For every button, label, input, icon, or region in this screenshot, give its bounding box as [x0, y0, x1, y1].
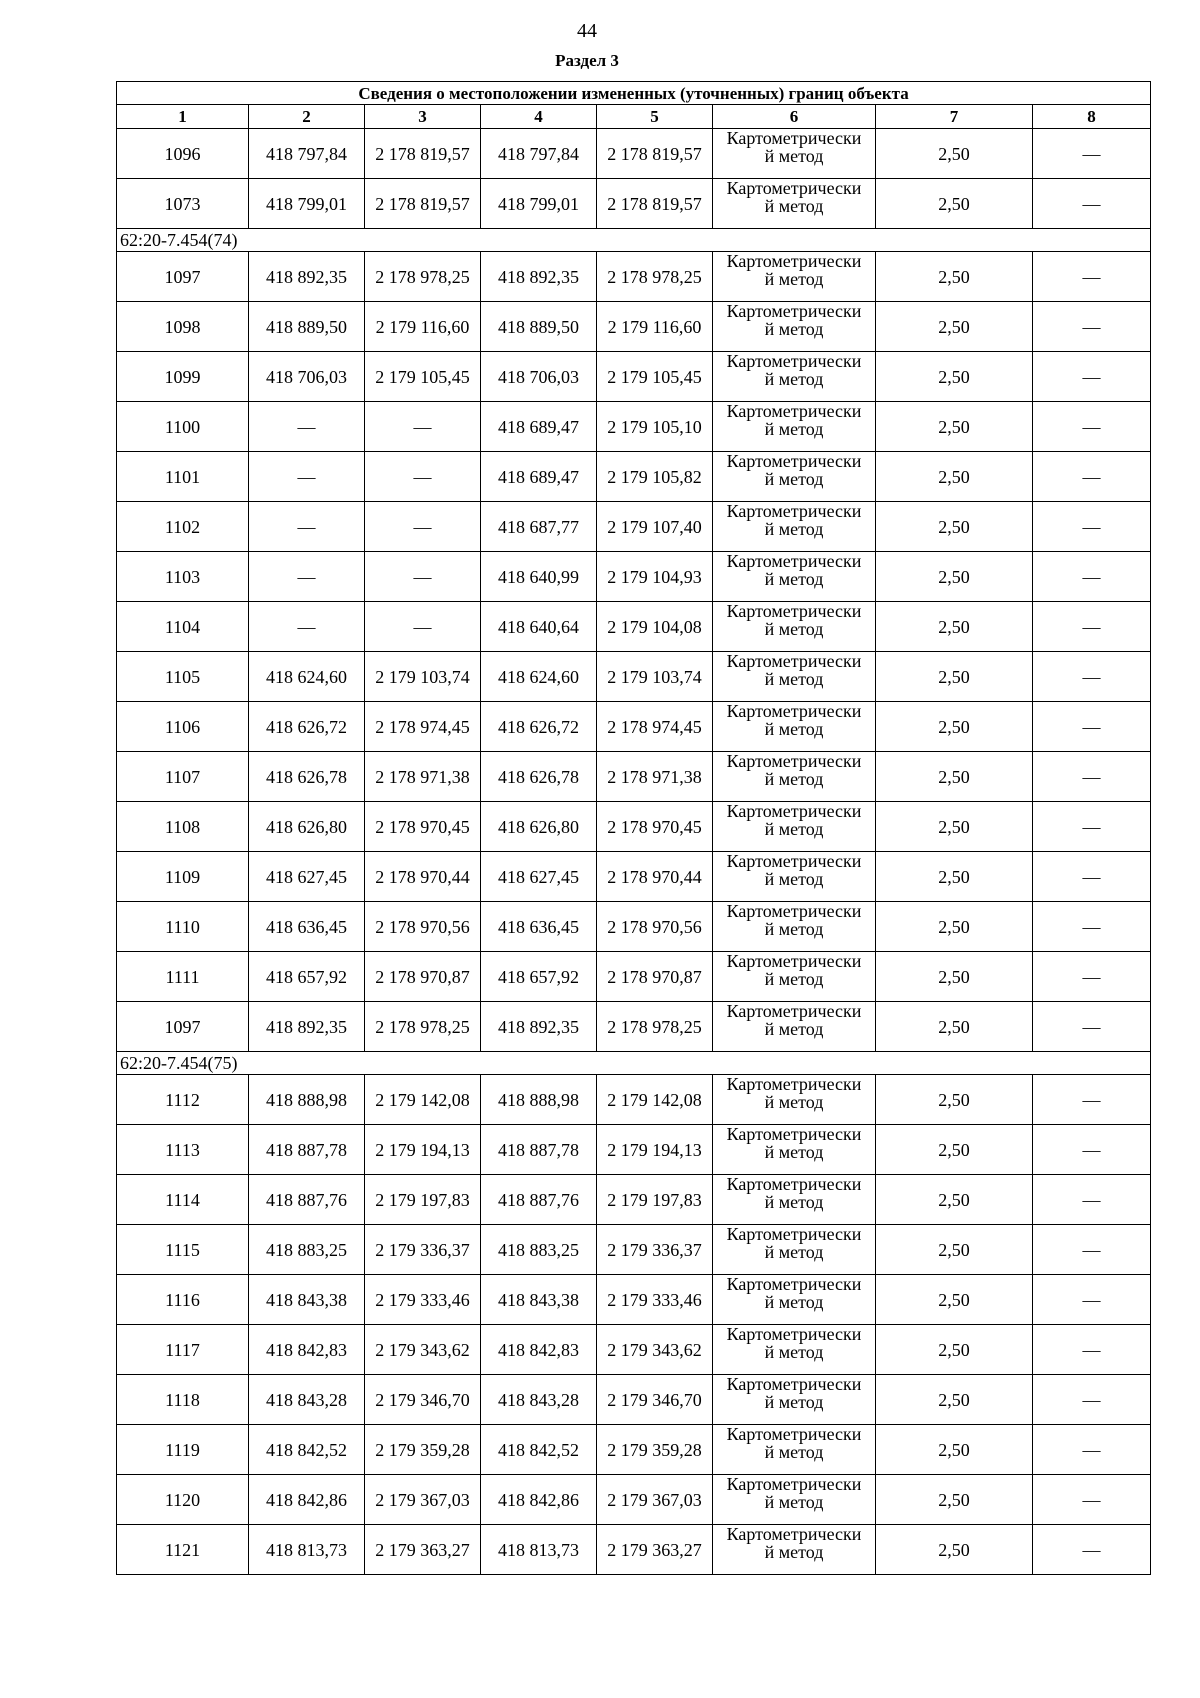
table-row	[117, 752, 1151, 802]
method-cell: Картометрически й метод	[713, 952, 876, 1002]
y-new-cell: 2 179 104,08	[597, 602, 713, 652]
x-old-cell: —	[249, 502, 365, 552]
y-new-cell: 2 178 978,25	[597, 1002, 713, 1052]
method-cell: Картометрически й метод	[713, 1475, 876, 1525]
y-new-cell: 2 179 104,93	[597, 552, 713, 602]
x-new-cell: 418 892,35	[481, 1002, 597, 1052]
method-cell: Картометрически й метод	[713, 1525, 876, 1575]
accuracy-cell: 2,50	[876, 1002, 1033, 1052]
point-number-cell: 1101	[117, 452, 249, 502]
table-row	[117, 1225, 1151, 1275]
point-number-cell: 1112	[117, 1075, 249, 1125]
x-old-cell: 418 887,78	[249, 1125, 365, 1175]
y-old-cell: 2 179 367,03	[365, 1475, 481, 1525]
y-old-cell: 2 178 819,57	[365, 129, 481, 179]
note-cell: —	[1033, 502, 1151, 552]
y-new-cell: 2 178 970,44	[597, 852, 713, 902]
point-number-cell: 1108	[117, 802, 249, 852]
x-old-cell: 418 626,80	[249, 802, 365, 852]
table-row	[117, 602, 1151, 652]
x-new-cell: 418 636,45	[481, 902, 597, 952]
parcel-group-label: 62:20-7.454(75)	[117, 1052, 1151, 1075]
column-number-header: 6	[713, 105, 876, 129]
table-row	[117, 179, 1151, 229]
y-new-cell: 2 178 819,57	[597, 179, 713, 229]
y-old-cell: 2 179 343,62	[365, 1325, 481, 1375]
point-number-cell: 1110	[117, 902, 249, 952]
x-new-cell: 418 626,72	[481, 702, 597, 752]
accuracy-cell: 2,50	[876, 452, 1033, 502]
point-number-cell: 1105	[117, 652, 249, 702]
note-cell: —	[1033, 452, 1151, 502]
point-number-cell: 1097	[117, 1002, 249, 1052]
note-cell: —	[1033, 852, 1151, 902]
x-new-cell: 418 689,47	[481, 452, 597, 502]
method-cell: Картометрически й метод	[713, 402, 876, 452]
y-new-cell: 2 179 105,82	[597, 452, 713, 502]
y-old-cell: 2 178 974,45	[365, 702, 481, 752]
y-new-cell: 2 179 197,83	[597, 1175, 713, 1225]
accuracy-cell: 2,50	[876, 1175, 1033, 1225]
accuracy-cell: 2,50	[876, 1075, 1033, 1125]
point-number-cell: 1104	[117, 602, 249, 652]
section-title: Раздел 3	[555, 51, 619, 70]
table-row	[117, 352, 1151, 402]
accuracy-cell: 2,50	[876, 552, 1033, 602]
method-cell: Картометрически й метод	[713, 129, 876, 179]
method-cell: Картометрически й метод	[713, 502, 876, 552]
column-number-header: 4	[481, 105, 597, 129]
accuracy-cell: 2,50	[876, 952, 1033, 1002]
table-row	[117, 1325, 1151, 1375]
table-row	[117, 1075, 1151, 1125]
method-cell: Картометрически й метод	[713, 902, 876, 952]
accuracy-cell: 2,50	[876, 129, 1033, 179]
accuracy-cell: 2,50	[876, 1425, 1033, 1475]
note-cell: —	[1033, 1275, 1151, 1325]
method-cell: Картометрически й метод	[713, 1002, 876, 1052]
y-new-cell: 2 179 367,03	[597, 1475, 713, 1525]
x-new-cell: 418 887,78	[481, 1125, 597, 1175]
note-cell: —	[1033, 952, 1151, 1002]
table-row	[117, 129, 1151, 179]
note-cell: —	[1033, 602, 1151, 652]
x-old-cell: —	[249, 402, 365, 452]
y-old-cell: —	[365, 552, 481, 602]
x-old-cell: —	[249, 602, 365, 652]
y-old-cell: 2 178 978,25	[365, 252, 481, 302]
x-old-cell: 418 627,45	[249, 852, 365, 902]
note-cell: —	[1033, 1125, 1151, 1175]
y-old-cell: —	[365, 502, 481, 552]
method-cell: Картометрически й метод	[713, 1325, 876, 1375]
x-old-cell: 418 626,78	[249, 752, 365, 802]
point-number-cell: 1113	[117, 1125, 249, 1175]
accuracy-cell: 2,50	[876, 902, 1033, 952]
x-new-cell: 418 640,64	[481, 602, 597, 652]
method-cell: Картометрически й метод	[713, 1075, 876, 1125]
note-cell: —	[1033, 1425, 1151, 1475]
y-old-cell: —	[365, 452, 481, 502]
table-row	[117, 402, 1151, 452]
note-cell: —	[1033, 352, 1151, 402]
x-old-cell: 418 889,50	[249, 302, 365, 352]
note-cell: —	[1033, 1075, 1151, 1125]
note-cell: —	[1033, 302, 1151, 352]
accuracy-cell: 2,50	[876, 402, 1033, 452]
y-old-cell: 2 178 970,45	[365, 802, 481, 852]
method-cell: Картометрически й метод	[713, 1225, 876, 1275]
table-body	[117, 129, 1151, 1575]
y-old-cell: 2 178 819,57	[365, 179, 481, 229]
x-old-cell: 418 797,84	[249, 129, 365, 179]
method-cell: Картометрически й метод	[713, 602, 876, 652]
accuracy-cell: 2,50	[876, 1475, 1033, 1525]
y-old-cell: 2 179 197,83	[365, 1175, 481, 1225]
note-cell: —	[1033, 179, 1151, 229]
x-old-cell: 418 706,03	[249, 352, 365, 402]
method-cell: Картометрически й метод	[713, 1425, 876, 1475]
method-cell: Картометрически й метод	[713, 852, 876, 902]
column-number-header: 1	[117, 105, 249, 129]
table-row	[117, 1275, 1151, 1325]
method-cell: Картометрически й метод	[713, 179, 876, 229]
note-cell: —	[1033, 1525, 1151, 1575]
y-old-cell: 2 179 116,60	[365, 302, 481, 352]
x-new-cell: 418 626,78	[481, 752, 597, 802]
parcel-group-label: 62:20-7.454(74)	[117, 229, 1151, 252]
method-cell: Картометрически й метод	[713, 752, 876, 802]
x-new-cell: 418 889,50	[481, 302, 597, 352]
column-number-row	[117, 105, 1151, 129]
x-new-cell: 418 640,99	[481, 552, 597, 602]
x-new-cell: 418 657,92	[481, 952, 597, 1002]
method-cell: Картометрически й метод	[713, 1175, 876, 1225]
y-new-cell: 2 178 970,45	[597, 802, 713, 852]
table-row	[117, 902, 1151, 952]
x-new-cell: 418 842,83	[481, 1325, 597, 1375]
table-row	[117, 1375, 1151, 1425]
y-new-cell: 2 179 142,08	[597, 1075, 713, 1125]
y-new-cell: 2 179 194,13	[597, 1125, 713, 1175]
accuracy-cell: 2,50	[876, 1225, 1033, 1275]
note-cell: —	[1033, 702, 1151, 752]
x-old-cell: 418 887,76	[249, 1175, 365, 1225]
note-cell: —	[1033, 1475, 1151, 1525]
point-number-cell: 1103	[117, 552, 249, 602]
point-number-cell: 1119	[117, 1425, 249, 1475]
y-new-cell: 2 179 359,28	[597, 1425, 713, 1475]
x-old-cell: 418 799,01	[249, 179, 365, 229]
x-old-cell: 418 813,73	[249, 1525, 365, 1575]
y-old-cell: 2 179 346,70	[365, 1375, 481, 1425]
y-old-cell: 2 178 970,56	[365, 902, 481, 952]
note-cell: —	[1033, 752, 1151, 802]
table-row	[117, 1525, 1151, 1575]
point-number-cell: 1118	[117, 1375, 249, 1425]
note-cell: —	[1033, 652, 1151, 702]
method-cell: Картометрически й метод	[713, 802, 876, 852]
method-cell: Картометрически й метод	[713, 352, 876, 402]
point-number-cell: 1096	[117, 129, 249, 179]
x-new-cell: 418 892,35	[481, 252, 597, 302]
column-number-header: 8	[1033, 105, 1151, 129]
note-cell: —	[1033, 252, 1151, 302]
x-old-cell: —	[249, 552, 365, 602]
table-caption: Сведения о местоположении измененных (уточненных) границ объекта	[117, 82, 1151, 105]
y-old-cell: 2 179 194,13	[365, 1125, 481, 1175]
note-cell: —	[1033, 902, 1151, 952]
point-number-cell: 1115	[117, 1225, 249, 1275]
table-row	[117, 702, 1151, 752]
y-old-cell: 2 179 333,46	[365, 1275, 481, 1325]
y-new-cell: 2 179 333,46	[597, 1275, 713, 1325]
x-new-cell: 418 842,86	[481, 1475, 597, 1525]
accuracy-cell: 2,50	[876, 502, 1033, 552]
y-new-cell: 2 179 336,37	[597, 1225, 713, 1275]
y-old-cell: 2 179 359,28	[365, 1425, 481, 1475]
method-cell: Картометрически й метод	[713, 552, 876, 602]
x-new-cell: 418 883,25	[481, 1225, 597, 1275]
accuracy-cell: 2,50	[876, 602, 1033, 652]
point-number-cell: 1073	[117, 179, 249, 229]
accuracy-cell: 2,50	[876, 852, 1033, 902]
x-old-cell: 418 842,52	[249, 1425, 365, 1475]
y-old-cell: 2 179 103,74	[365, 652, 481, 702]
column-number-header: 7	[876, 105, 1033, 129]
table-row	[117, 802, 1151, 852]
point-number-cell: 1111	[117, 952, 249, 1002]
method-cell: Картометрически й метод	[713, 302, 876, 352]
accuracy-cell: 2,50	[876, 1525, 1033, 1575]
table-row	[117, 1425, 1151, 1475]
method-cell: Картометрически й метод	[713, 652, 876, 702]
note-cell: —	[1033, 552, 1151, 602]
x-old-cell: 418 636,45	[249, 902, 365, 952]
table-row	[117, 852, 1151, 902]
note-cell: —	[1033, 802, 1151, 852]
y-new-cell: 2 178 978,25	[597, 252, 713, 302]
y-new-cell: 2 178 970,87	[597, 952, 713, 1002]
x-new-cell: 418 706,03	[481, 352, 597, 402]
y-old-cell: 2 178 971,38	[365, 752, 481, 802]
x-old-cell: 418 626,72	[249, 702, 365, 752]
point-number-cell: 1107	[117, 752, 249, 802]
method-cell: Картометрически й метод	[713, 1125, 876, 1175]
y-old-cell: 2 179 142,08	[365, 1075, 481, 1125]
y-new-cell: 2 179 105,45	[597, 352, 713, 402]
accuracy-cell: 2,50	[876, 179, 1033, 229]
x-old-cell: 418 843,38	[249, 1275, 365, 1325]
y-old-cell: 2 179 336,37	[365, 1225, 481, 1275]
point-number-cell: 1106	[117, 702, 249, 752]
x-old-cell: 418 892,35	[249, 252, 365, 302]
column-number-header: 5	[597, 105, 713, 129]
x-new-cell: 418 797,84	[481, 129, 597, 179]
accuracy-cell: 2,50	[876, 1325, 1033, 1375]
x-new-cell: 418 626,80	[481, 802, 597, 852]
point-number-cell: 1099	[117, 352, 249, 402]
point-number-cell: 1121	[117, 1525, 249, 1575]
page-number: 44	[577, 20, 597, 42]
point-number-cell: 1109	[117, 852, 249, 902]
table-row	[117, 652, 1151, 702]
point-number-cell: 1102	[117, 502, 249, 552]
table-row	[117, 952, 1151, 1002]
point-number-cell: 1116	[117, 1275, 249, 1325]
x-old-cell: 418 843,28	[249, 1375, 365, 1425]
y-new-cell: 2 179 343,62	[597, 1325, 713, 1375]
note-cell: —	[1033, 402, 1151, 452]
y-old-cell: —	[365, 602, 481, 652]
table-row	[117, 302, 1151, 352]
method-cell: Картометрически й метод	[713, 1275, 876, 1325]
x-old-cell: 418 657,92	[249, 952, 365, 1002]
column-number-header: 3	[365, 105, 481, 129]
boundary-coordinates-table	[116, 81, 1151, 1575]
x-old-cell: 418 888,98	[249, 1075, 365, 1125]
table-row	[117, 252, 1151, 302]
table-row	[117, 452, 1151, 502]
table-row	[117, 1125, 1151, 1175]
y-new-cell: 2 178 819,57	[597, 129, 713, 179]
x-new-cell: 418 813,73	[481, 1525, 597, 1575]
x-new-cell: 418 624,60	[481, 652, 597, 702]
method-cell: Картометрически й метод	[713, 252, 876, 302]
column-number-header: 2	[249, 105, 365, 129]
y-new-cell: 2 179 103,74	[597, 652, 713, 702]
accuracy-cell: 2,50	[876, 702, 1033, 752]
x-new-cell: 418 799,01	[481, 179, 597, 229]
y-new-cell: 2 179 107,40	[597, 502, 713, 552]
point-number-cell: 1114	[117, 1175, 249, 1225]
note-cell: —	[1033, 1375, 1151, 1425]
x-new-cell: 418 842,52	[481, 1425, 597, 1475]
y-new-cell: 2 178 970,56	[597, 902, 713, 952]
method-cell: Картометрически й метод	[713, 702, 876, 752]
note-cell: —	[1033, 1002, 1151, 1052]
accuracy-cell: 2,50	[876, 252, 1033, 302]
point-number-cell: 1098	[117, 302, 249, 352]
x-new-cell: 418 843,28	[481, 1375, 597, 1425]
accuracy-cell: 2,50	[876, 1275, 1033, 1325]
x-old-cell: 418 883,25	[249, 1225, 365, 1275]
x-new-cell: 418 887,76	[481, 1175, 597, 1225]
x-new-cell: 418 687,77	[481, 502, 597, 552]
y-new-cell: 2 179 346,70	[597, 1375, 713, 1425]
y-new-cell: 2 178 974,45	[597, 702, 713, 752]
x-new-cell: 418 627,45	[481, 852, 597, 902]
note-cell: —	[1033, 1175, 1151, 1225]
x-new-cell: 418 843,38	[481, 1275, 597, 1325]
method-cell: Картометрически й метод	[713, 1375, 876, 1425]
x-new-cell: 418 689,47	[481, 402, 597, 452]
y-new-cell: 2 178 971,38	[597, 752, 713, 802]
accuracy-cell: 2,50	[876, 752, 1033, 802]
accuracy-cell: 2,50	[876, 302, 1033, 352]
y-new-cell: 2 179 363,27	[597, 1525, 713, 1575]
parcel-group-row	[117, 1052, 1151, 1075]
accuracy-cell: 2,50	[876, 1375, 1033, 1425]
accuracy-cell: 2,50	[876, 1125, 1033, 1175]
accuracy-cell: 2,50	[876, 352, 1033, 402]
y-old-cell: —	[365, 402, 481, 452]
accuracy-cell: 2,50	[876, 652, 1033, 702]
point-number-cell: 1100	[117, 402, 249, 452]
table-row	[117, 502, 1151, 552]
parcel-group-row	[117, 229, 1151, 252]
y-new-cell: 2 179 105,10	[597, 402, 713, 452]
point-number-cell: 1117	[117, 1325, 249, 1375]
table-row	[117, 1175, 1151, 1225]
x-old-cell: 418 892,35	[249, 1002, 365, 1052]
y-old-cell: 2 179 105,45	[365, 352, 481, 402]
y-old-cell: 2 178 978,25	[365, 1002, 481, 1052]
accuracy-cell: 2,50	[876, 802, 1033, 852]
point-number-cell: 1120	[117, 1475, 249, 1525]
y-old-cell: 2 178 970,87	[365, 952, 481, 1002]
y-old-cell: 2 179 363,27	[365, 1525, 481, 1575]
x-old-cell: —	[249, 452, 365, 502]
y-new-cell: 2 179 116,60	[597, 302, 713, 352]
note-cell: —	[1033, 1225, 1151, 1275]
y-old-cell: 2 178 970,44	[365, 852, 481, 902]
x-old-cell: 418 842,86	[249, 1475, 365, 1525]
x-old-cell: 418 624,60	[249, 652, 365, 702]
x-old-cell: 418 842,83	[249, 1325, 365, 1375]
point-number-cell: 1097	[117, 252, 249, 302]
x-new-cell: 418 888,98	[481, 1075, 597, 1125]
note-cell: —	[1033, 129, 1151, 179]
table-row	[117, 552, 1151, 602]
table-row	[117, 1002, 1151, 1052]
table-row	[117, 1475, 1151, 1525]
note-cell: —	[1033, 1325, 1151, 1375]
method-cell: Картометрически й метод	[713, 452, 876, 502]
